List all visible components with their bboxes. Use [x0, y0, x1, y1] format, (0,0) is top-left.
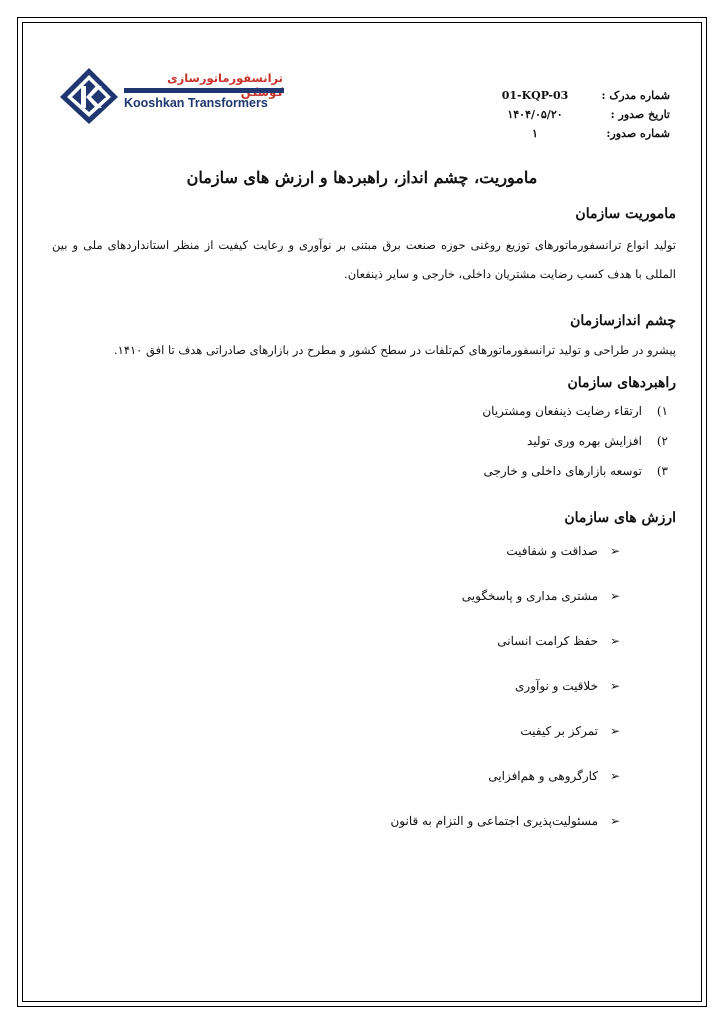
document-meta: [450, 86, 670, 143]
meta-value: 01-KQP-03: [501, 89, 569, 102]
check-arrow-icon: ➢: [609, 634, 620, 648]
check-arrow-icon: ➢: [609, 679, 620, 693]
list-item-text: توسعه بازارهای داخلی و خارجی: [483, 464, 642, 478]
list-item-text: صداقت و شفافیت: [506, 544, 598, 558]
logo-english-name: Kooshkan Transformers: [124, 96, 268, 110]
list-item-text: ارتقاء رضایت ذینفعان ومشتریان: [482, 404, 642, 418]
check-arrow-icon: ➢: [609, 769, 620, 783]
list-item: [482, 396, 668, 426]
list-item-text: خلاقیت و نوآوری: [515, 679, 598, 693]
list-item: [482, 456, 668, 486]
vision-heading: چشم اندازسازمان: [570, 313, 676, 329]
page-title: ماموریت، چشم انداز، راهبردها و ارزش های سازمان: [186, 168, 538, 187]
list-item-number: ۱): [656, 404, 668, 418]
check-arrow-icon: ➢: [609, 814, 620, 828]
mission-text: تولید انواع ترانسفورماتورهای توزیع روغنی حوزه صنعت برق مبتنی بر نوآوری و رعایت کیفیت از منظر استانداردهای ملی و بین المللی با هدف کسب رضایت مشتریان داخلی، خارجی و سایر ذینفعان.: [52, 238, 676, 281]
logo-persian-name: ترانسفورماتورسازی: [167, 71, 283, 85]
list-item-text: تمرکز بر کیفیت: [520, 724, 598, 738]
logo-rule: [124, 88, 284, 93]
list-item: [390, 544, 620, 589]
logo-emblem-icon: [58, 66, 120, 126]
list-item: [390, 724, 620, 769]
meta-value: ۱۴۰۴/۰۵/۲۰: [507, 108, 563, 121]
list-item-number: ۲): [656, 434, 668, 448]
vision-text: پیشرو در طراحی و تولید ترانسفورماتورهای کم‌تلفات در سطح کشور و مطرح در بازارهای صادراتی هدف تا افق ۱۴۱۰.: [114, 343, 676, 357]
company-logo: [58, 66, 283, 126]
meta-label: تاریخ صدور :: [610, 108, 670, 121]
check-arrow-icon: ➢: [609, 544, 620, 558]
strategies-heading: راهبردهای سازمان: [567, 375, 676, 391]
meta-label: شماره مدرک :: [601, 89, 670, 102]
list-item-text: مسئولیت‌پذیری اجتماعی و التزام به قانون: [390, 814, 598, 828]
meta-row: [450, 105, 670, 124]
check-arrow-icon: ➢: [609, 724, 620, 738]
list-item-text: حفظ کرامت انسانی: [497, 634, 598, 648]
values-heading: ارزش های سازمان: [564, 510, 676, 526]
list-item: [390, 589, 620, 634]
meta-row: [450, 86, 670, 105]
list-item-text: کارگروهی و هم‌افزایی: [488, 769, 598, 783]
list-item: [390, 814, 620, 859]
meta-label: شماره صدور:: [606, 127, 670, 140]
list-item-text: افزایش بهره وری تولید: [527, 434, 642, 448]
meta-row: [450, 124, 670, 143]
list-item: [390, 679, 620, 724]
list-item: [390, 769, 620, 814]
list-item: [482, 426, 668, 456]
list-item-number: ۳): [656, 464, 668, 478]
mission-heading: ماموریت سازمان: [575, 206, 676, 222]
check-arrow-icon: ➢: [609, 589, 620, 603]
strategies-list: [482, 396, 668, 486]
meta-value: ۱: [532, 127, 538, 140]
values-list: [390, 544, 620, 859]
list-item-text: مشتری مداری و پاسخگویی: [461, 589, 598, 603]
list-item: [390, 634, 620, 679]
